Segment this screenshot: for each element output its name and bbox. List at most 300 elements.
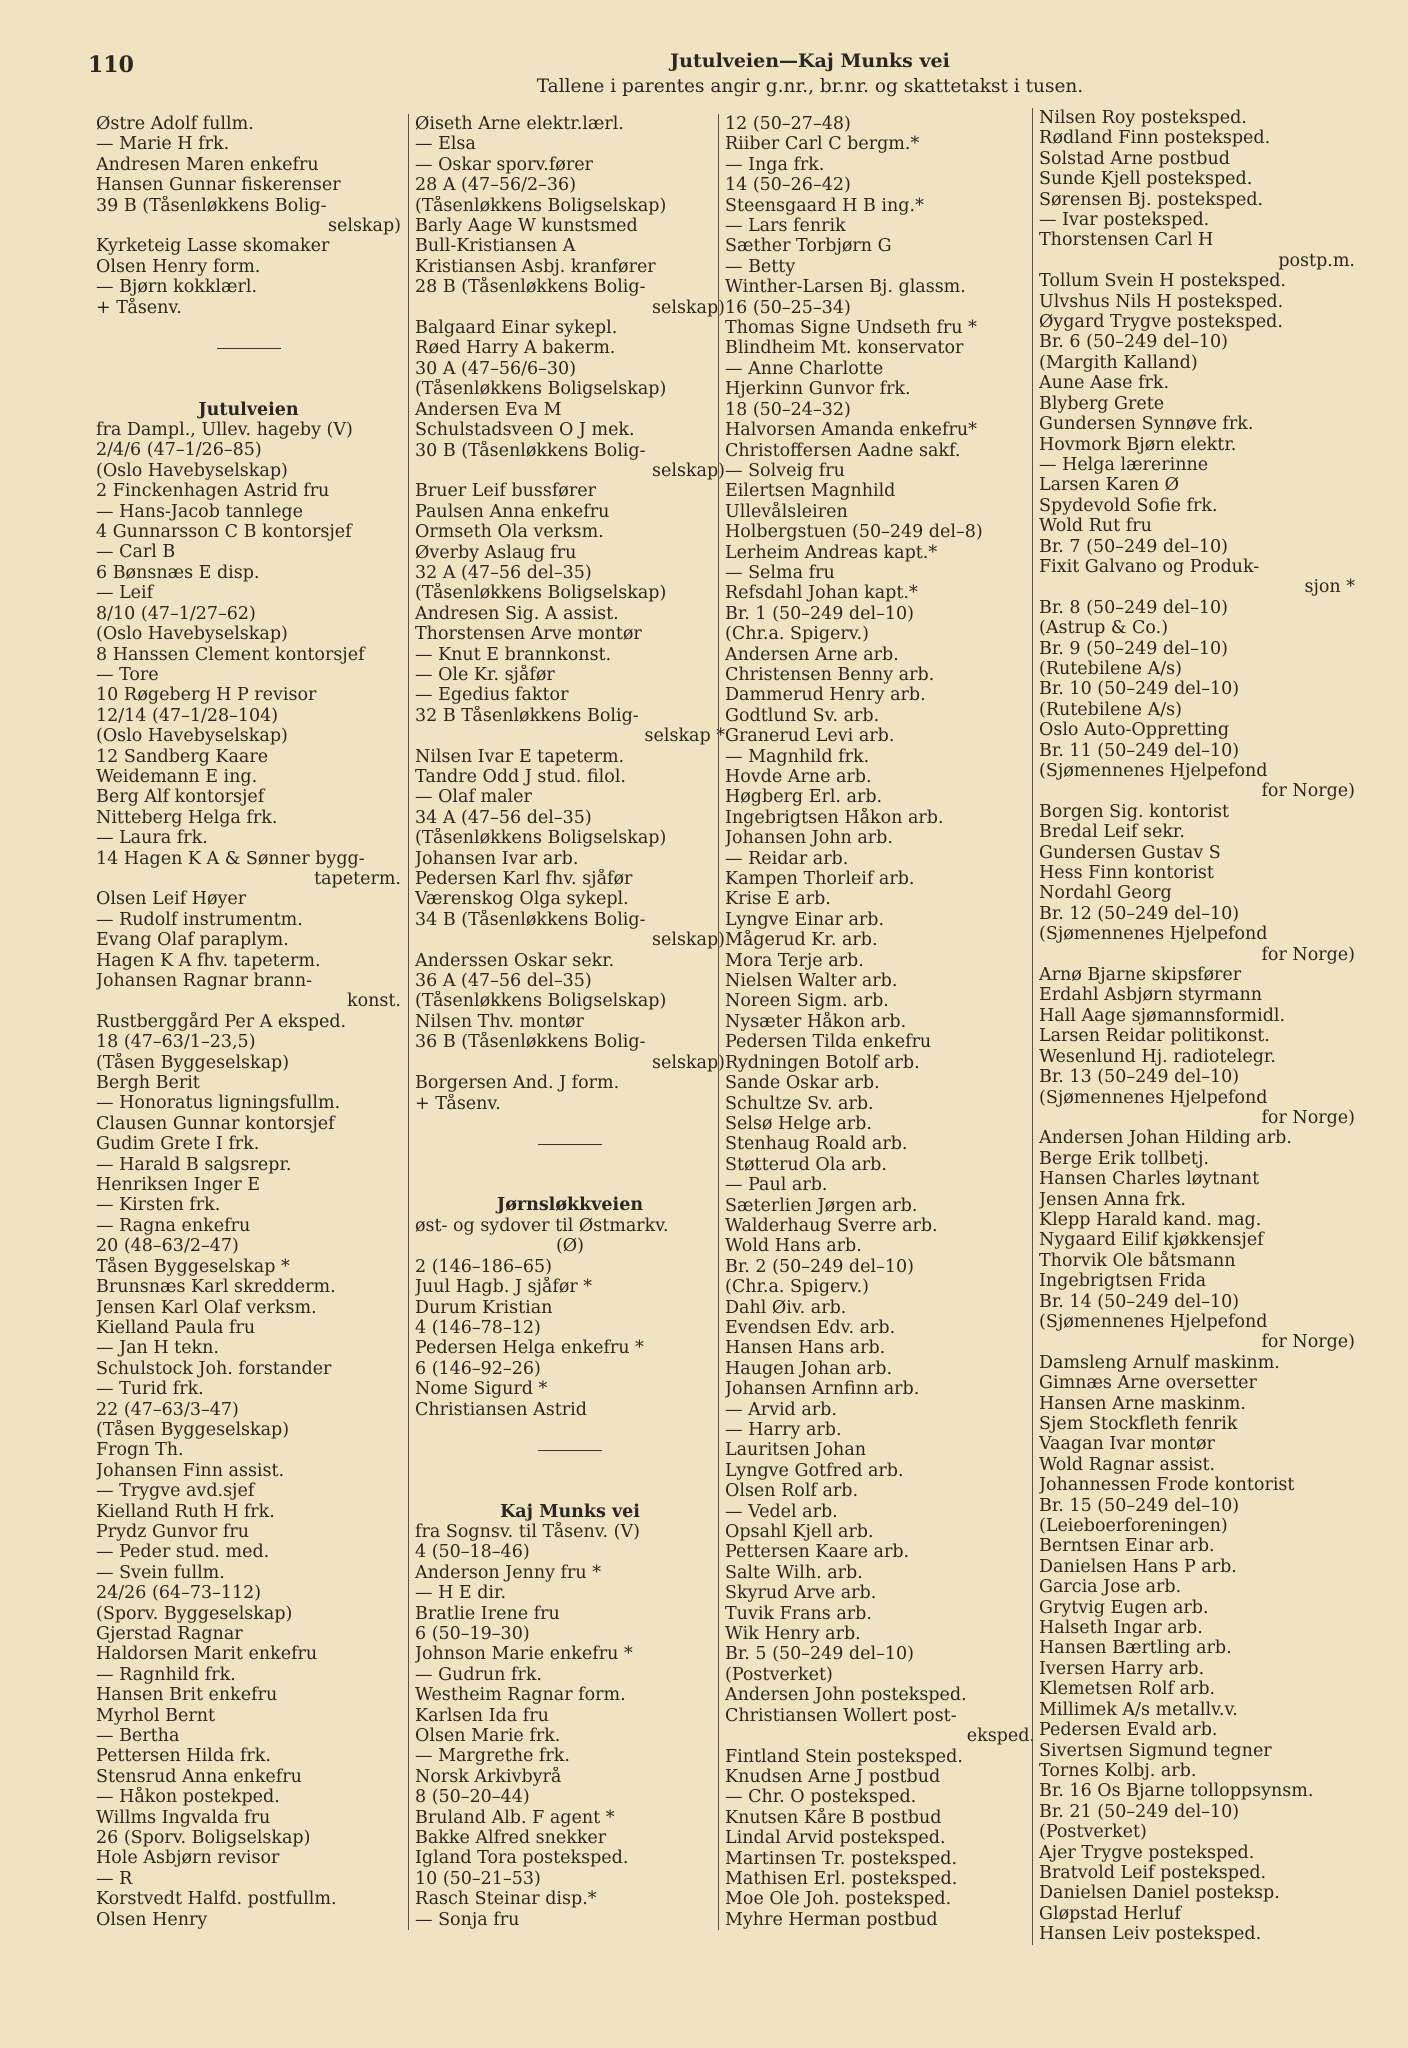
directory-line: selskap)	[652, 460, 725, 481]
directory-line: for Norge)	[1261, 1332, 1355, 1353]
directory-line: Gjerstad Ragnar	[96, 1624, 243, 1644]
directory-line: Evendsen Edv. arb.	[725, 1317, 896, 1338]
directory-line: Br. 14 (50–249 del–10)	[1039, 1291, 1240, 1312]
directory-line: Barly Aage W kunstsmed	[415, 216, 638, 237]
directory-line: (Sjømennenes Hjelpefond	[1039, 1087, 1268, 1108]
directory-line: — Peder stud. med.	[96, 1542, 270, 1563]
directory-line: Kristiansen Asbj. kranfører	[415, 256, 656, 277]
directory-line: Hansen Hans arb.	[725, 1338, 886, 1359]
running-head: Jutulveien—Kaj Munks vei	[670, 50, 950, 72]
directory-line: 34 A (47–56 del–35)	[415, 807, 592, 828]
directory-line: Bakke Alfred snekker	[415, 1828, 607, 1848]
directory-line: 14 (50–26–42)	[725, 175, 851, 196]
directory-line: Thorstensen Arve montør	[415, 624, 642, 645]
spacer	[415, 1481, 725, 1501]
directory-line: Larsen Reidar politikonst.	[1039, 1026, 1270, 1047]
directory-line: Bull-Kristiansen A	[415, 236, 576, 257]
directory-line: — Ragna enkefru	[96, 1215, 251, 1236]
directory-line: fra Dampl., Ullev. hageby (V)	[96, 420, 353, 441]
directory-line: — Svein fullm.	[96, 1562, 225, 1583]
directory-line: Karlsen Ida fru	[415, 1705, 549, 1726]
directory-line: Br. 9 (50–249 del–10)	[1039, 638, 1228, 659]
directory-line: Paulsen Anna enkefru	[415, 501, 610, 522]
directory-line: Knudsen Arne J postbud	[725, 1766, 941, 1787]
directory-line: Nilsen Ivar E tapeterm.	[415, 746, 625, 767]
column-2	[408, 114, 725, 1930]
directory-line: Igland Tora posteksped.	[415, 1848, 629, 1869]
spacer	[415, 1114, 725, 1134]
directory-line: selskap)	[652, 297, 725, 318]
directory-line: Lerheim Andreas kapt.*	[725, 542, 938, 563]
directory-line: 12 Sandberg Kaare	[96, 746, 269, 767]
directory-line: 4 Gunnarsson C B kontorsjef	[96, 522, 352, 543]
directory-line: — Sonja fru	[415, 1909, 520, 1930]
directory-line: — Ole Kr. sjåfør	[415, 664, 555, 685]
directory-line: Øiseth Arne elektr.lærl.	[415, 114, 624, 134]
directory-line: Sivertsen Sigmund tegner	[1039, 1740, 1272, 1761]
directory-line: — Margrethe frk.	[415, 1746, 570, 1767]
directory-line: + Tåsenv.	[96, 297, 182, 318]
directory-line: — Laura frk.	[96, 828, 208, 849]
directory-line: Damsleng Arnulf maskinm.	[1039, 1352, 1280, 1373]
directory-line: Høgberg Erl. arb.	[725, 787, 883, 808]
directory-line: Pedersen Karl fhv. sjåfør	[415, 869, 633, 890]
directory-line: — Vedel arb.	[725, 1501, 838, 1522]
directory-line: Christiansen Astrid	[415, 1399, 587, 1420]
directory-line: Br. 8 (50–249 del–10)	[1039, 597, 1228, 618]
directory-line: Gudim Grete I frk.	[96, 1134, 260, 1155]
directory-line: Wold Rut fru	[1039, 516, 1152, 537]
directory-line: Østre Adolf fullm.	[96, 114, 254, 134]
directory-line: Mora Terje arb.	[725, 950, 864, 971]
directory-line: Lyngve Einar arb.	[725, 909, 885, 930]
directory-line: Hansen Charles løytnant	[1039, 1169, 1260, 1190]
directory-line: (Sjømennenes Hjelpefond	[1039, 761, 1268, 781]
directory-line: Stenhaug Roald arb.	[725, 1134, 908, 1155]
directory-line: Br. 6 (50–249 del–10)	[1039, 332, 1228, 353]
directory-line: (Tåsen Byggeselskap)	[96, 1052, 290, 1073]
spacer	[415, 1175, 725, 1195]
directory-line: Br. 16 Os Bjarne tolloppsynsm.	[1039, 1781, 1314, 1802]
directory-line: Berg Alf kontorsjef	[96, 787, 265, 808]
directory-line: Refsdahl Johan kapt.*	[725, 583, 918, 604]
directory-line: 28 A (47–56/2–36)	[415, 175, 577, 196]
directory-line: Hagen K A fhv. tapeterm.	[96, 950, 321, 971]
directory-line: Weidemann E ing.	[96, 766, 258, 787]
spacer	[415, 1420, 725, 1440]
directory-line: Nygaard Eilif kjøkkensjef	[1039, 1230, 1264, 1251]
directory-line: — Harald B salgsrepr.	[96, 1154, 292, 1175]
directory-line: Haugen Johan arb.	[725, 1358, 893, 1379]
directory-line: Sjem Stockfleth fenrik	[1039, 1414, 1238, 1434]
directory-line: Myrhol Bernt	[96, 1705, 216, 1726]
directory-line: (Margith Kalland)	[1039, 352, 1198, 373]
directory-line: Hansen Brit enkefru	[96, 1685, 278, 1706]
directory-line: 8/10 (47–1/27–62)	[96, 603, 256, 624]
directory-line: Thomas Signe Undseth fru *	[725, 318, 977, 339]
directory-line: Anderssen Oskar sekr.	[415, 950, 615, 971]
directory-line: postp.m.	[1278, 250, 1355, 271]
directory-line: Schulstock Joh. forstander	[96, 1358, 332, 1379]
directory-line: (Sjømennenes Hjelpefond	[1039, 924, 1268, 945]
directory-line: 18 (50–24–32)	[725, 399, 851, 420]
directory-line: — R	[96, 1868, 133, 1889]
directory-line: Holbergstuen (50–249 del–8)	[725, 522, 983, 543]
directory-line: — Elsa	[415, 134, 476, 155]
directory-line: Halvorsen Amanda enkefru*	[725, 420, 977, 441]
directory-line: Olsen Leif Høyer	[96, 889, 247, 910]
directory-line: 32 A (47–56 del–35)	[415, 562, 592, 583]
directory-line: Ingebrigtsen Håkon arb.	[725, 807, 944, 828]
directory-line: Pettersen Kaare arb.	[725, 1542, 910, 1563]
directory-line: Oslo Auto-Oppretting	[1039, 720, 1230, 741]
directory-line: Br. 7 (50–249 del–10)	[1039, 536, 1228, 557]
spacer	[415, 1155, 725, 1175]
directory-line: Br. 15 (50–249 del–10)	[1039, 1495, 1240, 1516]
spacer	[415, 1461, 725, 1481]
page-number: 110	[88, 52, 134, 78]
directory-line: Berge Erik tollbetj.	[1039, 1148, 1209, 1169]
directory-line: Johansen Ragnar brann-	[96, 971, 312, 991]
directory-line: Skyrud Arve arb.	[725, 1583, 877, 1604]
directory-line: Henriksen Inger E	[96, 1175, 261, 1196]
directory-line: — Egedius faktor	[415, 685, 569, 706]
directory-line: — Solveig fru	[725, 460, 845, 481]
directory-line: (Leieboerforeningen)	[1039, 1516, 1228, 1537]
directory-line: (Tåsenløkkens Boligselskap)	[415, 583, 667, 604]
directory-line: (Tåsenløkkens Boligselskap)	[415, 991, 667, 1012]
directory-line: 28 B (Tåsenløkkens Bolig-	[415, 277, 646, 298]
directory-line: 8 (50–20–44)	[415, 1787, 530, 1808]
directory-line: Willms Ingvalda fru	[96, 1807, 271, 1828]
directory-line: Bruland Alb. F agent *	[415, 1807, 615, 1828]
directory-line: Schultze Sv. arb.	[725, 1093, 874, 1114]
directory-line: Nysæter Håkon arb.	[725, 1011, 907, 1032]
directory-line: Br. 21 (50–249 del–10)	[1039, 1801, 1240, 1822]
directory-line: Norsk Arkivbyrå	[415, 1766, 562, 1787]
directory-line: Røed Harry A bakerm.	[415, 338, 616, 359]
directory-line: 36 A (47–56 del–35)	[415, 971, 592, 992]
directory-line: Brunsnæs Karl skredderm.	[96, 1277, 336, 1298]
directory-line: Fixit Galvano og Produk-	[1039, 556, 1260, 577]
directory-line: — Knut E brannkonst.	[415, 644, 612, 665]
directory-line: Olsen Marie frk.	[415, 1725, 561, 1746]
directory-line: Tornes Kolbj. arb.	[1039, 1760, 1197, 1781]
directory-line: — Anne Charlotte	[725, 358, 884, 379]
directory-line: Winther-Larsen Bj. glassm.	[725, 277, 966, 298]
directory-line: — Paul arb.	[725, 1175, 828, 1196]
directory-line: — Bjørn kokklærl.	[96, 277, 258, 298]
directory-line: Ajer Trygve posteksped.	[1039, 1842, 1255, 1863]
street-heading: Jørnsløkkveien	[496, 1195, 644, 1216]
directory-line: Lauritsen Johan	[725, 1440, 867, 1461]
directory-line: 36 B (Tåsenløkkens Bolig-	[415, 1032, 646, 1053]
directory-line: for Norge)	[1261, 781, 1355, 802]
directory-line: 6 (50–19–30)	[415, 1623, 530, 1644]
directory-line: Wesenlund Hj. radiotelegr.	[1039, 1046, 1276, 1067]
directory-line: Andresen Sig. A assist.	[415, 603, 619, 624]
directory-line: — Marie H frk.	[96, 134, 230, 155]
directory-line: Klemetsen Rolf arb.	[1039, 1679, 1216, 1700]
directory-line: Hjerkinn Gunvor frk.	[725, 379, 911, 400]
directory-line: 24/26 (64–73–112)	[96, 1583, 262, 1604]
directory-line: Nielsen Walter arb.	[725, 971, 898, 992]
directory-line: Johnson Marie enkefru *	[415, 1644, 633, 1665]
directory-line: Thorstensen Carl H	[1039, 230, 1214, 251]
directory-line: — Helga lærerinne	[1039, 454, 1209, 475]
directory-line: Eilertsen Magnhild	[725, 481, 896, 502]
directory-line: Rødland Finn posteksped.	[1039, 128, 1271, 149]
directory-line: Borgersen And. J form.	[415, 1073, 620, 1094]
directory-line: — Tore	[96, 664, 159, 685]
directory-line: — Trygve avd.sjef	[96, 1481, 255, 1502]
directory-line: Larsen Karen Ø	[1039, 475, 1179, 496]
directory-line: konst.	[347, 991, 401, 1012]
directory-line: Nilsen Thv. montør	[415, 1011, 584, 1032]
directory-line: Frogn Th.	[96, 1440, 184, 1461]
directory-line: 2/4/6 (47–1/26–85)	[96, 440, 262, 461]
directory-line: Blindheim Mt. konservator	[725, 338, 964, 359]
directory-line: Johannessen Frode kontorist	[1039, 1475, 1295, 1496]
directory-line: Øverby Aslaug fru	[415, 542, 577, 563]
directory-line: Arnø Bjarne skipsfører	[1039, 965, 1242, 986]
directory-line: — Bertha	[96, 1726, 180, 1747]
directory-line: (Tåsen Byggeselskap)	[96, 1419, 290, 1440]
directory-line: (Sporv. Byggeselskap)	[96, 1603, 293, 1624]
directory-line: Tollum Svein H posteksped.	[1039, 271, 1286, 292]
directory-line: Johansen Arnfinn arb.	[725, 1379, 920, 1400]
directory-line: (Chr.a. Spigerv.)	[725, 1277, 869, 1298]
directory-line: Juul Hagb. J sjåfør *	[415, 1277, 593, 1298]
directory-line: 30 B (Tåsenløkkens Bolig-	[415, 440, 646, 461]
directory-line: Knutsen Kåre B postbud	[725, 1807, 942, 1828]
directory-line: Walderhaug Sverre arb.	[725, 1215, 938, 1236]
directory-line: Andersen Eva M	[415, 399, 562, 420]
directory-line: — Håkon postekped.	[96, 1787, 280, 1808]
directory-line: Sande Oskar arb.	[725, 1073, 880, 1094]
directory-line: Wik Henry arb.	[725, 1624, 861, 1645]
directory-line: Bredal Leif sekr.	[1039, 822, 1185, 843]
directory-line: — Betty	[725, 256, 796, 277]
directory-line: 14 Hagen K A & Sønner bygg-	[96, 848, 365, 869]
directory-line: Øygard Trygve posteksped.	[1039, 312, 1283, 333]
directory-line: Schulstadsveen O J mek.	[415, 420, 635, 441]
directory-line: (Sjømennenes Hjelpefond	[1039, 1311, 1268, 1332]
directory-line: Gundersen Gustav S	[1039, 842, 1221, 863]
directory-line: Bratlie Irene fru	[415, 1603, 560, 1624]
directory-line: — Oskar sporv.fører	[415, 154, 593, 175]
directory-line: Krise E arb.	[725, 889, 831, 910]
directory-line: Hovmork Bjørn elektr.	[1039, 434, 1237, 455]
directory-line: Kyrketeig Lasse skomaker	[96, 236, 330, 257]
directory-line: Evang Olaf paraplym.	[96, 930, 289, 951]
directory-line: Moe Ole Joh. posteksped.	[725, 1889, 952, 1910]
directory-line: (Ø)	[555, 1236, 584, 1257]
directory-line: Rustberggård Per A eksped.	[96, 1011, 347, 1032]
directory-line: Blyberg Grete	[1039, 393, 1165, 414]
directory-line: Halseth Ingar arb.	[1039, 1618, 1203, 1639]
directory-line: Br. 2 (50–249 del–10)	[725, 1256, 914, 1277]
directory-line: 34 B (Tåsenløkkens Bolig-	[415, 909, 646, 930]
directory-line: Salte Wilh. arb.	[725, 1562, 863, 1583]
directory-line: Christiansen Wollert post-	[725, 1705, 957, 1726]
directory-line: Rasch Steinar disp.*	[415, 1889, 597, 1910]
directory-line: 8 Hanssen Clement kontorsjef	[96, 644, 365, 665]
directory-line: Christensen Benny arb.	[725, 664, 935, 685]
directory-line: 18 (47–63/1–23,5)	[96, 1032, 256, 1053]
directory-line: Durum Kristian	[415, 1297, 553, 1318]
directory-line: Granerud Levi arb.	[725, 726, 895, 747]
directory-line: Myhre Herman postbud	[725, 1909, 938, 1930]
directory-line: Wold Ragnar assist.	[1039, 1454, 1216, 1475]
directory-line: Klepp Harald kand. mag.	[1039, 1209, 1262, 1230]
directory-line: — Kirsten frk.	[96, 1195, 221, 1216]
directory-line: Br. 12 (50–249 del–10)	[1039, 903, 1240, 924]
directory-line: Andersen Arne arb.	[725, 644, 899, 665]
directory-line: (Oslo Havebyselskap)	[96, 460, 288, 481]
directory-line: 22 (47–63/3–47)	[96, 1399, 239, 1420]
directory-line: — Olaf maler	[415, 787, 532, 808]
directory-line: Martinsen Tr. posteksped.	[725, 1848, 958, 1869]
directory-line: Gimnæs Arne oversetter	[1039, 1373, 1257, 1394]
directory-line: Berntsen Einar arb.	[1039, 1536, 1215, 1557]
directory-line: — Magnhild frk.	[725, 746, 870, 767]
directory-line: Kampen Thorleif arb.	[725, 869, 915, 890]
directory-line: Bergh Berit	[96, 1073, 200, 1094]
directory-line: (Oslo Havebyselskap)	[96, 624, 288, 645]
section-divider	[415, 1440, 725, 1460]
directory-line: Danielsen Hans P arb.	[1039, 1556, 1237, 1577]
directory-line: for Norge)	[1261, 944, 1355, 965]
directory-line: Andresen Maren enkefru	[96, 154, 319, 175]
directory-line: Dammerud Henry arb.	[725, 685, 926, 706]
directory-line: Westheim Ragnar form.	[415, 1685, 626, 1706]
directory-line: (Tåsenløkkens Boligselskap)	[415, 828, 667, 849]
directory-line: — Harry arb.	[725, 1420, 842, 1440]
directory-line: Ingebrigtsen Frida	[1039, 1271, 1207, 1292]
directory-line: fra Sognsv. til Tåsenv. (V)	[415, 1521, 640, 1542]
directory-line: — Inga frk.	[725, 154, 825, 175]
directory-line: Tåsen Byggeselskap *	[96, 1256, 290, 1277]
directory-line: Anderson Jenny fru *	[415, 1562, 601, 1583]
directory-line: Sunde Kjell posteksped.	[1039, 169, 1253, 190]
street-heading: Jutulveien	[198, 399, 299, 420]
directory-line: Hole Asbjørn revisor	[96, 1848, 280, 1869]
directory-line: 4 (146–78–12)	[415, 1317, 541, 1338]
directory-line: — Chr. O posteksped.	[725, 1787, 917, 1808]
directory-line: Johansen John arb.	[725, 828, 893, 849]
directory-line: 39 B (Tåsenløkkens Bolig-	[96, 195, 327, 216]
directory-line: 30 A (47–56/6–30)	[415, 358, 577, 379]
directory-line: Thorvik Ole båtsmann	[1039, 1250, 1236, 1271]
directory-line: Pedersen Tilda enkefru	[725, 1032, 932, 1053]
directory-line: Jensen Anna frk.	[1039, 1189, 1186, 1210]
directory-line: Korstvedt Halfd. postfullm.	[96, 1889, 337, 1910]
directory-line: Balgaard Einar sykepl.	[415, 318, 618, 339]
directory-line: selskap)	[328, 216, 401, 237]
directory-line: 32 B Tåsenløkkens Bolig-	[415, 705, 639, 726]
directory-line: Hansen Arne maskinm.	[1039, 1393, 1246, 1414]
directory-line: Solstad Arne postbud	[1039, 148, 1230, 169]
directory-line: Fintland Stein posteksped.	[725, 1746, 963, 1767]
directory-line: Kielland Ruth H frk.	[96, 1501, 275, 1522]
directory-line: Kielland Paula fru	[96, 1317, 256, 1338]
directory-line: Sæterlien Jørgen arb.	[725, 1195, 918, 1216]
directory-line: (Chr.a. Spigerv.)	[725, 624, 869, 645]
directory-line: Tandre Odd J stud. filol.	[415, 767, 626, 787]
directory-line: Selsø Helge arb.	[725, 1113, 872, 1134]
directory-line: (Rutebilene A/s)	[1039, 658, 1182, 679]
section-divider	[415, 1134, 725, 1154]
section-divider	[96, 338, 401, 358]
directory-line: Jensen Karl Olaf verksm.	[96, 1297, 317, 1318]
directory-line: sjon *	[1304, 577, 1355, 598]
directory-line: Pettersen Hilda frk.	[96, 1746, 271, 1767]
directory-line: Grytvig Eugen arb.	[1039, 1597, 1209, 1618]
directory-line: — Ivar posteksped.	[1039, 210, 1210, 231]
directory-line: Garcia Jose arb.	[1039, 1577, 1182, 1598]
directory-line: Erdahl Asbjørn styrmann	[1039, 985, 1263, 1006]
directory-line: (Tåsenløkkens Boligselskap)	[415, 379, 667, 400]
directory-line: — Jan H tekn.	[96, 1338, 219, 1359]
directory-line: — Honoratus ligningsfullm.	[96, 1093, 341, 1114]
directory-line: Pedersen Helga enkefru *	[415, 1338, 644, 1359]
directory-line: Sørensen Bj. posteksped.	[1039, 189, 1264, 210]
directory-line: (Postverket)	[725, 1664, 833, 1685]
directory-line: — Hans-Jacob tannlege	[96, 501, 303, 522]
directory-line: Mathisen Erl. posteksped.	[725, 1868, 958, 1889]
directory-line: (Astrup & Co.)	[1039, 618, 1169, 639]
directory-line: Værenskog Olga sykepl.	[415, 889, 629, 910]
directory-line: Prydz Gunvor fru	[96, 1521, 249, 1542]
directory-line: (Postverket)	[1039, 1822, 1147, 1843]
directory-line: for Norge)	[1261, 1107, 1355, 1128]
directory-line: Mågerud Kr. arb.	[725, 930, 878, 951]
directory-line: Clausen Gunnar kontorsjef	[96, 1113, 335, 1134]
directory-line: Dahl Øiv. arb.	[725, 1297, 847, 1318]
directory-line: Nordahl Georg	[1039, 883, 1172, 904]
directory-line: 12 (50–27–48)	[725, 114, 851, 134]
directory-line: — Ragnhild frk.	[96, 1664, 236, 1685]
directory-line: — Carl B	[96, 542, 176, 563]
directory-line: — Gudrun frk.	[415, 1664, 542, 1685]
directory-line: Olsen Henry	[96, 1909, 208, 1930]
directory-line: Hansen Leiv posteksped.	[1039, 1924, 1262, 1945]
directory-line: Steensgaard H B ing.*	[725, 195, 924, 216]
directory-line: Tuvik Frans arb.	[725, 1603, 872, 1624]
directory-line: Ormseth Ola verksm.	[415, 522, 604, 543]
directory-line: + Tåsenv.	[415, 1093, 501, 1114]
directory-line: Millimek A/s metallv.v.	[1039, 1699, 1238, 1720]
directory-line: selskap *	[644, 726, 725, 747]
directory-line: Gløpstad Herluf	[1039, 1903, 1181, 1924]
directory-line: — Reidar arb.	[725, 848, 849, 869]
spacer	[96, 359, 401, 379]
directory-line: Bratvold Leif posteksped.	[1039, 1862, 1267, 1883]
directory-line: — Selma fru	[725, 562, 835, 583]
directory-line: — H E dir.	[415, 1583, 507, 1604]
directory-line: 26 (Sporv. Boligselskap)	[96, 1828, 311, 1849]
directory-line: Br. 11 (50–249 del–10)	[1039, 740, 1240, 761]
directory-line: Aune Aase frk.	[1039, 373, 1170, 394]
directory-line: 12/14 (47–1/28–104)	[96, 705, 279, 726]
directory-line: Andersen John posteksped.	[725, 1685, 967, 1706]
directory-line: 2 (146–186–65)	[415, 1256, 552, 1277]
directory-line: (Oslo Havebyselskap)	[96, 726, 288, 747]
directory-line: Iversen Harry arb.	[1039, 1658, 1205, 1679]
directory-line: Godtlund Sv. arb.	[725, 705, 880, 726]
spacer	[96, 379, 401, 399]
